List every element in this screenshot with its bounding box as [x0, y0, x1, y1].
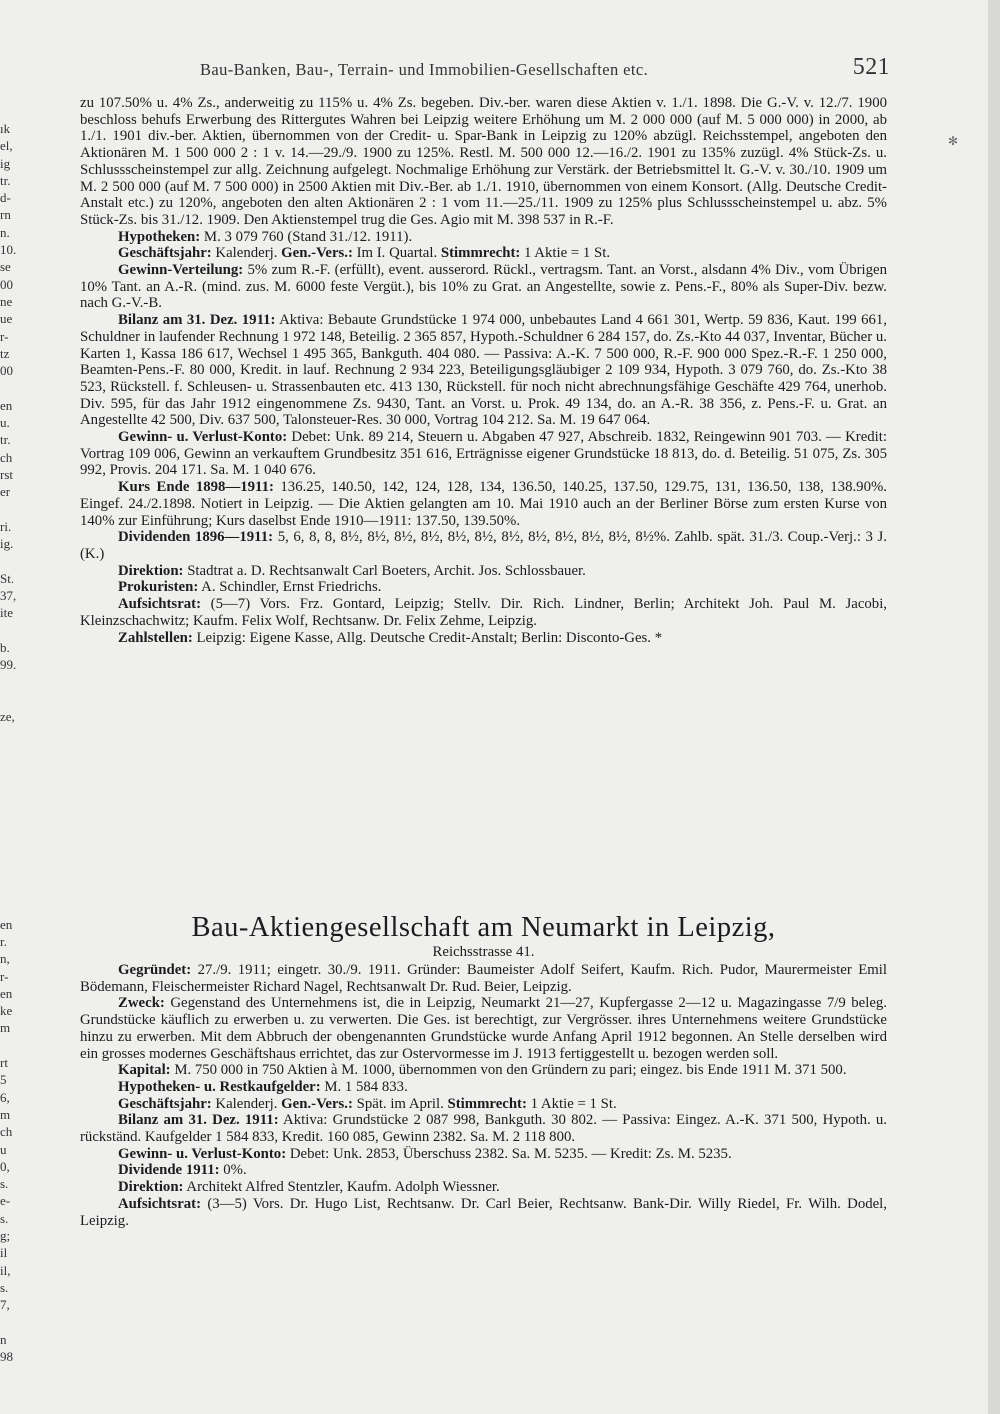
margin-fragment: ue — [0, 311, 13, 327]
paragraph-label: Gewinn- u. Verlust-Konto: — [118, 1145, 287, 1162]
margin-fragment: se — [0, 259, 11, 275]
margin-fragment: 99. — [0, 657, 17, 673]
margin-fragment: 98 — [0, 1349, 13, 1365]
margin-fragment: rt — [0, 1055, 8, 1071]
paragraph-label: Bilanz am 31. Dez. 1911: — [118, 312, 276, 329]
paragraph-label: Zahlstellen: — [118, 629, 193, 646]
margin-fragment — [0, 829, 20, 846]
margin-fragment: tr. — [0, 432, 11, 448]
margin-fragment — [0, 1313, 20, 1330]
margin-fragment: ne — [0, 293, 13, 309]
margin-fragment: 5 — [0, 1072, 7, 1088]
paragraph-text: Gegenstand des Unternehmens ist, die in Leipzig, Neumarkt 21—27, Kupfergasse 2—12 u. Magazingasse 7/9 beleg. Grundstücke käuflich zu erwerben u. zu verwerten. Die Ges. ist berechtigt, zur Vergrösser. ihres Unternehmens weitere Grundstücke hinzu zu erwerben. Mit dem Abbruch der obengenannten Grundstücke wurde Anfang April 1912 begonnen. An Stelle derselben wird ein grosses modernes Geschäftshaus errichtet, das zur Ostervormesse im J. 1913 fertiggestellt u. bezogen werden soll. — [80, 995, 887, 1062]
running-header — [80, 54, 890, 84]
paragraph-label: Direktion: — [118, 562, 184, 579]
header-title: Bau-Banken, Bau-, Terrain- und Immobilien-Gesellschaften etc. — [200, 60, 649, 79]
margin-fragment: ig — [0, 155, 11, 171]
paragraph — [80, 1162, 887, 1179]
paragraph — [80, 1179, 887, 1196]
margin-fragment: 6, — [0, 1089, 10, 1105]
margin-fragment: m — [0, 1106, 11, 1122]
company-title: Bau-Aktiengesellschaft am Neumarkt in Leipzig, — [191, 912, 776, 943]
section-previous-company — [80, 95, 887, 646]
paragraph-label: Kapital: — [118, 1062, 171, 1079]
paragraph-label: Stimmrecht: — [440, 245, 521, 262]
margin-fragment — [0, 760, 20, 777]
paragraph-label: Direktion: — [118, 1179, 184, 1196]
margin-fragment: r. — [0, 933, 7, 949]
margin-fragment: n — [0, 1331, 7, 1347]
paragraph-label: Dividenden 1896—1911: — [118, 529, 274, 546]
paragraph-text: Spät. im April. — [352, 1095, 448, 1112]
paragraph — [80, 479, 887, 529]
margin-fragment: s. — [0, 1210, 9, 1226]
margin-fragment: 00 — [0, 363, 13, 379]
margin-fragment: ke — [0, 1003, 13, 1019]
margin-fragment — [0, 691, 20, 708]
paragraph — [80, 429, 887, 479]
paragraph-label: Stimmrecht: — [447, 1095, 527, 1112]
paragraph-label: Geschäftsjahr: — [118, 245, 212, 262]
paragraph-label: Zweck: — [118, 995, 165, 1012]
paragraph — [80, 229, 887, 246]
margin-fragment: en — [0, 397, 13, 413]
margin-fragment: g; — [0, 1228, 11, 1243]
margin-fragment: u — [0, 1141, 7, 1157]
margin-fragment: 7, — [0, 1297, 10, 1313]
page-number: 521 — [852, 54, 890, 80]
margin-fragment: en — [0, 916, 13, 932]
margin-fragment: rst — [0, 466, 13, 482]
margin-fragment: en — [0, 985, 13, 1001]
page-edge — [988, 0, 1000, 1414]
margin-fragment — [0, 622, 20, 639]
margin-fragment: ık — [0, 121, 11, 136]
paragraph-label: Gegründet: — [118, 962, 192, 978]
paragraph — [80, 1196, 887, 1229]
paragraph — [80, 245, 887, 262]
margin-fragment: 37, — [0, 588, 17, 604]
margin-fragment: d- — [0, 190, 11, 206]
paragraph-text: (5—7) Vors. Frz. Gontard, Leipzig; Stellv. Dir. Rich. Lindner, Berlin; Architekt Joh. Paul M. Jacobi, Kleinzschachwitz; Kaufm. Felix Wolf, Rechtsanw. Dr. Felix Zehme, Leipzig. — [80, 596, 887, 629]
paragraph — [80, 563, 887, 580]
paragraph — [80, 262, 887, 312]
margin-fragment — [0, 777, 20, 794]
margin-fragment: tr. — [0, 172, 11, 188]
margin-fragment — [0, 898, 20, 915]
paragraph-label: Gen.-Vers.: — [281, 1095, 353, 1112]
margin-fragment — [0, 812, 20, 829]
paragraph — [80, 579, 887, 596]
margin-fragment: rn — [0, 207, 11, 223]
margin-fragment: m — [0, 1020, 11, 1036]
margin-fragment: ch — [0, 449, 13, 465]
margin-fragment — [0, 846, 20, 863]
paragraph — [80, 962, 887, 995]
paragraph — [80, 596, 887, 629]
margin-fragment — [0, 552, 20, 569]
margin-fragment — [0, 725, 20, 742]
margin-fragment: 0, — [0, 1158, 10, 1174]
margin-fragment: e- — [0, 1193, 11, 1209]
paragraph-text: Stadtrat a. D. Rechtsanwalt Carl Boeters, Archit. Jos. Schlossbauer. — [183, 562, 586, 579]
paragraph-text: 1 Aktie = 1 St. — [520, 245, 611, 262]
adjacent-page-margin — [0, 120, 20, 1365]
margin-fragment — [0, 501, 20, 518]
paragraph-label: Hypotheken: — [118, 228, 201, 245]
paragraph — [80, 95, 887, 229]
paragraph-label: Kurs Ende 1898—1911: — [118, 479, 274, 496]
margin-fragment: ch — [0, 1124, 13, 1140]
margin-fragment — [0, 795, 20, 812]
margin-fragment: n, — [0, 951, 10, 967]
paragraph — [80, 529, 887, 562]
margin-fragment — [0, 743, 20, 760]
paragraph-text: M. 3 079 760 (Stand 31./12. 1911). — [200, 228, 413, 245]
paragraph — [80, 995, 887, 1062]
paragraph-text: Im I. Quartal. — [352, 245, 441, 262]
edge-mark: ✻ — [948, 134, 959, 148]
paragraph-text: Kalenderj. — [211, 1095, 282, 1112]
margin-fragment: u. — [0, 415, 10, 431]
paragraph-text: Aktiva: Bebaute Grundstücke 1 974 000, unbebautes Land 4 661 301, Wertp. 59 836, Kaut. 199 661, Schuldner in laufender Rechnung 1 972 148, Beteilig. 2 365 857, Hypoth.-Schuldner 6 284 157, do. Zs.-Kto 44 037, Inventar, Bücher u. Karten 1, Kassa 186 617, Wechsel 1 495 365, Bankguth. 404 080. — Passiva: A.-K. 7 500 000, R.-F. 900 000 Spez.-R.-F. 1 250 000, Beamten-Pens.-F. 80 000, Kredit. in lauf. Rechnung 2 934 223, Beteiligungsgläubiger 2 109 934, Hypoth. 3 079 760, do. Zs.-Kto 38 523, Rückstell. f. Schleusen- u. Strassenbauten etc. 413 130, Rückstell. für noch nicht abrechnungsfähige Geschäfte 429 764, unerhob. Div. 595, für das Jahr 1912 eingenommene Zs. 9430, Tant. an Vorst. u. Prok. 49 134, do. an A.-R. 38 356, z. Pens.-F. u. Grat. an Angestellte 42 500, Div. 637 500, Talonsteuer-Res. 30 000, Vortrag 104 212. Sa. M. 19 647 064. — [80, 312, 887, 429]
paragraph-text: 5% zum R.-F. (erfüllt), event. ausserord. Rückl., vertragsm. Tant. an Vorst., alsdann 4% Div., vom Übrigen 10% Tant. an A.-R. (mind. zus. M. 6000 feste Vergüt.), bis 10% zu Grat. an Angestellte, sowie z. Pens.-F., 80% als Super-Div. bezw. nach G.-V.-B. — [80, 262, 887, 312]
margin-fragment: el, — [0, 138, 13, 154]
paragraph — [80, 630, 887, 647]
paragraph-text: 5, 6, 8, 8, 8½, 8½, 8½, 8½, 8½, 8½, 8½, 8½, 8½, 8½, 8½, 8½%. Zahlb. spät. 31./3. Coup.-Verj.: 3 J. (K.) — [80, 529, 888, 562]
paragraph-text: M. 1 584 833. — [320, 1078, 408, 1095]
margin-fragment: s. — [0, 1279, 9, 1295]
paragraph-text: (3—5) Vors. Dr. Hugo List, Rechtsanw. Dr. Carl Beier, Rechtsanw. Bank-Dir. Willy Riedel, Fr. Wilh. Dodel, Leipzig. — [80, 1195, 887, 1229]
margin-fragment: ig. — [0, 536, 14, 552]
margin-fragment — [0, 864, 20, 881]
paragraph — [80, 312, 887, 429]
paragraph — [80, 1096, 887, 1113]
paragraph-label: Gewinn-Verteilung: — [118, 262, 244, 279]
paragraph-text: Leipzig: Eigene Kasse, Allg. Deutsche Credit-Anstalt; Berlin: Disconto-Ges. * — [192, 629, 663, 646]
paragraph-label: Dividende 1911: — [118, 1162, 220, 1179]
paragraph — [80, 1112, 887, 1145]
margin-fragment: ite — [0, 605, 13, 621]
company-address: Reichsstrasse 41. — [432, 944, 535, 960]
paragraph-text: Kalenderj. — [211, 245, 282, 262]
paragraph-text: 136.25, 140.50, 142, 124, 128, 134, 136.50, 140.25, 137.50, 129.75, 131, 136.50, 138, 138.90%. Eingef. 24./2.1898. Notiert in Leipzig. — Die Aktien gelangten am 10. Mai 1910 auch an der Berliner Börse zum ersten Kurse von 140% zur Einführung; Kurs daselbst Ende 1910—1911: 137.50, 139.50%. — [80, 479, 887, 529]
paragraph-text: Aktiva: Grundstücke 2 087 998, Bankguth. 30 802. — Passiva: Eingez. A.-K. 371 500, Hypoth. u. rückständ. Kaufgelder 1 584 833, Kredit. 160 085, Gewinn 2382. Sa. M. 2 118 800. — [80, 1112, 887, 1146]
section-bau-ag-neumarkt — [80, 962, 887, 1229]
paragraph-label: Aufsichtsrat: — [118, 1195, 202, 1212]
paragraph-label: Hypotheken- u. Restkaufgelder: — [118, 1078, 321, 1095]
margin-fragment: tz — [0, 345, 10, 361]
margin-fragment: ri. — [0, 518, 12, 534]
margin-fragment — [0, 881, 20, 898]
paragraph-text: Debet: Unk. 89 214, Steuern u. Abgaben 47 927, Abschreib. 1832, Reingewinn 901 703. — Kredit: Vortrag 109 006, Gewinn an verkauftem Grundbesitz 351 616, Erträgnisse eigener Grundstücke 18 813, do. d. Beteilig. 51 075, Zs. 305 992, Provis. 204 171. Sa. M. 1 040 676. — [80, 429, 887, 479]
paragraph-label: Prokuristen: — [118, 579, 199, 596]
paragraph-text: zu 107.50% u. 4% Zs., anderweitig zu 115% u. 4% Zs. begeben. Div.-ber. waren diese Aktien v. 1./1. 1898. Die G.-V. v. 12./7. 1900 beschloss behufs Erwerbung des Rittergutes Wahren bei Leipzig weitere Erhöhung um M. 2 000 000 (auf M. 5 000 000) in 2000, ab 1./1. 1901 div.-ber. Aktien, übernommen von der Credit- u. Spar-Bank in Leipzig zu 120% abzügl. Reichsstempel, angeboten den Aktionären M. 1 500 000 2 : 1 v. 14.—29./9. 1900 zu 125%. Restl. M. 500 000 12.—16./2. 1901 zu 135% zuzügl. 4% Stück-Zs. u. Schlussscheinstempel zur allg. Zeichnung aufgelegt. Nochmalige Erhöhung zur Verstärk. der Betriebsmittel lt. G.-V. v. 30./10. 1909 um M. 2 500 000 (auf M. 7 500 000) in 2500 Aktien mit Div.-Ber. ab 1./1. 1910, übernommen von einem Konsort. (Allg. Deutsche Credit-Anstalt etc.) zu 120%, angeboten den alten Aktionären 2 : 1 vom 11.—25./11. 1909 zu 125% plus Schlussscheinstempel u. abz. 5% Stück-Zs. bis 31./12. 1909. Den Aktienstempel trug die Ges. Agio mit M. 398 537 in R.-F. — [80, 95, 887, 228]
paragraph-text: A. Schindler, Ernst Friedrichs. — [198, 579, 382, 596]
margin-fragment: r- — [0, 968, 9, 984]
paragraph-label: Gen.-Vers.: — [281, 245, 353, 262]
paragraph-text: 27./9. 1911; eingetr. 30./9. 1911. Gründer: Baumeister Adolf Seifert, Kaufm. Rich. Pudor, Maurermeister Emil Bödemann, Fleischermeister Richard Nagel, Rechtsanwalt Dr. Rud. Beier, Leipzig. — [80, 962, 887, 995]
margin-fragment: er — [0, 484, 11, 500]
paragraph-label: Gewinn- u. Verlust-Konto: — [118, 429, 288, 446]
margin-fragment: St. — [0, 570, 15, 586]
paragraph-text: Architekt Alfred Stentzler, Kaufm. Adolph Wiessner. — [183, 1179, 500, 1196]
paragraph-label: Aufsichtsrat: — [118, 596, 202, 613]
paragraph-label: Bilanz am 31. Dez. 1911: — [118, 1112, 279, 1129]
margin-fragment: s. — [0, 1176, 9, 1192]
paragraph-text: 1 Aktie = 1 St. — [526, 1095, 617, 1112]
margin-fragment: 00 — [0, 276, 13, 292]
margin-fragment: b. — [0, 639, 10, 655]
margin-fragment — [0, 379, 20, 396]
margin-fragment — [0, 674, 20, 691]
paragraph — [80, 1062, 887, 1079]
margin-fragment: n. — [0, 224, 10, 240]
paragraph — [80, 1079, 887, 1096]
margin-fragment: r- — [0, 328, 9, 344]
margin-fragment — [0, 1037, 20, 1054]
paragraph-text: M. 750 000 in 750 Aktien à M. 1000, übernommen von den Gründern zu pari; eingez. bis Ende 1911 M. 371 500. — [170, 1062, 847, 1079]
margin-fragment: 10. — [0, 242, 17, 258]
margin-fragment: il — [0, 1245, 8, 1261]
margin-fragment: ze, — [0, 709, 15, 725]
margin-fragment: il, — [0, 1262, 11, 1278]
paragraph-text: 0%. — [219, 1162, 247, 1179]
paragraph — [80, 1146, 887, 1163]
paragraph-text: Debet: Unk. 2853, Überschuss 2382. Sa. M. 5235. — Kredit: Zs. M. 5235. — [286, 1145, 732, 1162]
paragraph-label: Geschäftsjahr: — [118, 1095, 212, 1112]
